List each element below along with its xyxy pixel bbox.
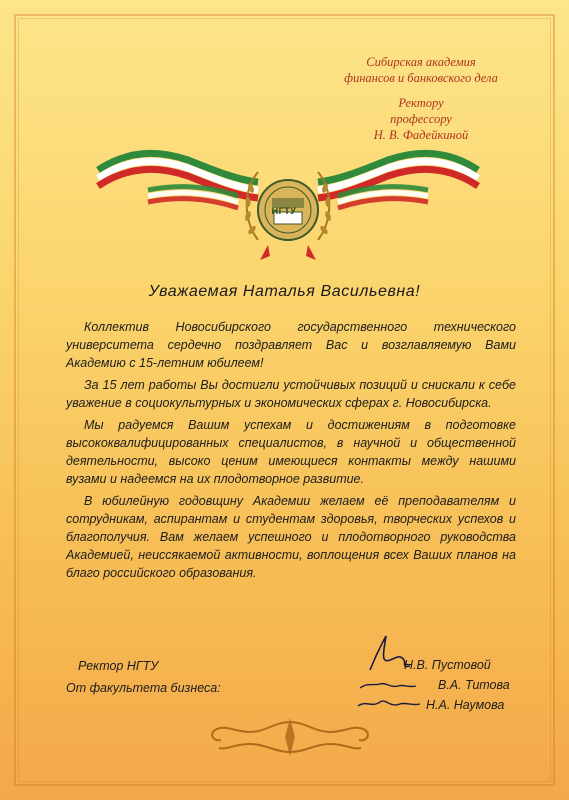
addressee-org-line1: Сибирская академия <box>366 55 476 69</box>
rector-label: Ректор НГТУ <box>78 659 159 673</box>
bottom-ornament-icon <box>205 712 375 762</box>
body-paragraph: За 15 лет работы Вы достигли устойчивых позиций и снискали к себе уважение в социокультурных и экономических сферах г. Новосибирска. <box>66 378 516 410</box>
addressee-position: Ректору <box>398 96 444 110</box>
emblem-label: НГТУ <box>271 206 297 216</box>
letter-body <box>66 318 516 586</box>
signatory-names <box>404 655 534 715</box>
body-paragraph: Коллектив Новосибирского государственного технического университета сердечно поздравляет Вас и возглавляемую Вами Академию с 15-летним юбилеем! <box>66 320 516 370</box>
body-paragraph: В юбилейную годовщину Академии желаем её преподавателям и сотрудникам, аспирантам и студентам здоровья, творческих успехов и благополучия. Вам желаем успешного и плодотворного руководства Академией, неиссякаемой активности, воплощения всех Ваших планов на благо российского образования. <box>66 494 516 580</box>
signatory-name: Н.В. Пустовой <box>404 658 491 672</box>
left-ribbon-icon <box>98 153 258 208</box>
ribbon-tail-right-icon <box>306 245 316 260</box>
salutation: Уважаемая Наталья Васильевна! <box>148 283 421 300</box>
addressee-name: Н. В. Фадейкиной <box>373 128 469 142</box>
signatory-labels <box>66 655 266 699</box>
addressee-title: профессору <box>390 112 452 126</box>
ribbon-emblem-graphic <box>88 120 488 270</box>
faculty-label: От факультета бизнеса: <box>66 681 221 695</box>
signatory-name: Н.А. Наумова <box>426 698 505 712</box>
body-paragraph: Мы радуемся Вашим успехам и достижениям в подготовке высококвалифицированных специалистов, в научной и общественной деятельности, высоко ценим имеющиеся контакты между нашими вузами и надеемся на их плодотворное развитие. <box>66 418 516 486</box>
ribbon-tail-left-icon <box>260 245 270 260</box>
right-ribbon-icon <box>318 153 478 208</box>
addressee-org-line2: финансов и банковского дела <box>344 71 498 85</box>
signatory-name: В.А. Титова <box>438 678 510 692</box>
